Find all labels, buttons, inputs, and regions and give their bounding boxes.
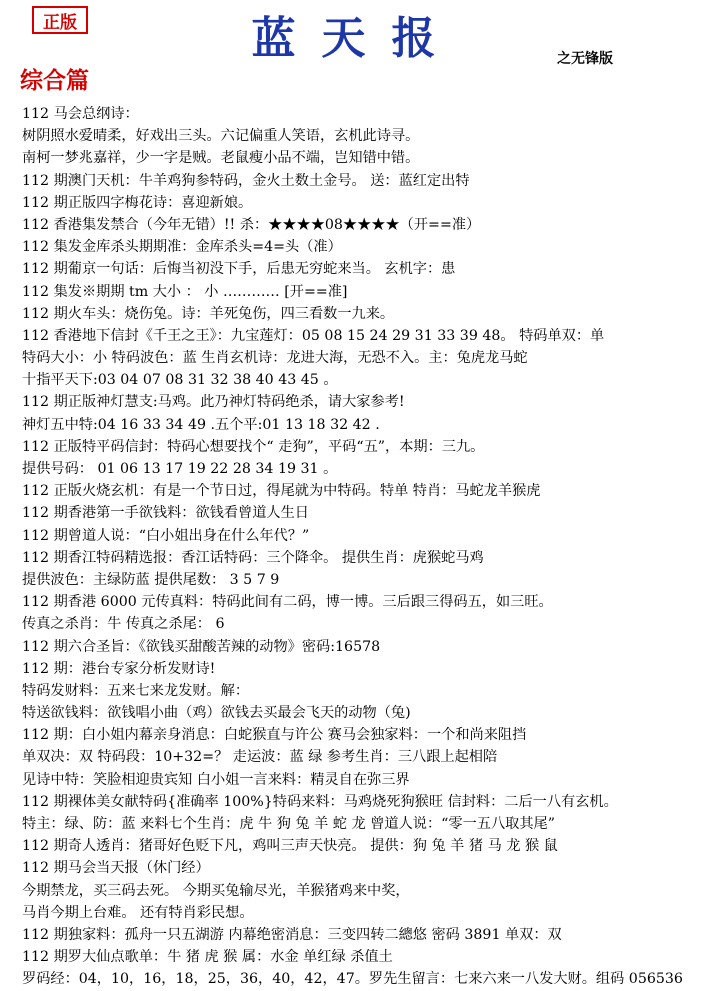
text-line: 神灯五中特:04 16 33 34 49 .五个平:01 13 18 32 42 . [22,416,380,433]
text-line: 112 期：白小姐内幕亲身消息：白蛇猴直与许公 赛马会独家料：一个和尚来阻挡 [22,727,527,744]
section-heading: 综合篇 [20,68,89,94]
text-line: 树阴照水爱晴柔，好戏出三头。六记偏重人笑语，玄机此诗寻。 [22,128,420,145]
text-line: 南柯一梦兆嘉祥，少一字是贼。老鼠瘦小品不端，岂知错中错。 [22,150,420,167]
text-line: 112 集发金库杀头期期准：金库杀头=4=头（准） [22,239,342,256]
text-line: 罗码经：04，10，16，18，25，36，40，42，47。罗先生留言：七来六来一八发大财。组码 056536 [22,971,683,988]
text-line: 112 正版火烧玄机：有是一个节日过，得尾就为中特码。特单 特肖：马蛇龙羊猴虎 [22,483,541,500]
text-line: 今期禁龙，买三码去死。 今期买兔输尽光，羊猴猪鸡来中奖， [22,882,410,899]
text-line: 112 期六合圣旨：《欲钱买甜酸苦辣的动物》密码:16578 [22,638,381,655]
text-line: 112 期独家料：孤舟一只五湖游 内幕绝密消息：三变四转二總悠 密码 3891 单双：双 [22,926,562,943]
text-line: 特主：绿、防：蓝 来料七个生肖：虎 牛 狗 兔 羊 蛇 龙 曾道人说：“零一五八取其尾” [22,816,555,832]
text-line: 传真之杀肖：牛 传真之杀尾： 6 [22,616,225,633]
text-line: 特码发财料：五来七来龙发财。解： [22,682,250,699]
text-line: 112 期马会当天报（休门经） [22,860,210,877]
text-line: 提供波色：主绿防蓝 提供尾数： 3 5 7 9 [22,571,280,588]
text-line: 特码大小：小 特码波色：蓝 生肖玄机诗：龙进大海，无恐不入。主：兔虎龙马蛇 [22,350,528,367]
text-line: 提供号码： 01 06 13 17 19 22 28 34 19 31 。 [22,461,338,477]
text-line: 112 期正版四字梅花诗：喜迎新娘。 [22,194,253,211]
text-line: 112 期香港第一手欲钱料：欲钱看曾道人生日 [22,505,309,522]
text-line: 112 马会总纲诗： [22,106,139,122]
text-line: 马肖今期上台难。 还有特肖彩民想。 [22,904,254,921]
text-line: 112 正版特平码信封：特码心想要找个“ 走狗”，平码“五”，本期：三九。 [22,438,485,455]
text-line: 112 期香江特码精选报：香江话特码：三个降伞。 提供生肖：虎猴蛇马鸡 [22,549,484,566]
article-body [22,103,707,991]
text-line: 112 香港地下信封《千王之王》：九宝莲灯：05 08 15 24 29 31 33 39 48。 特码单双：单 [22,327,605,344]
official-edition-stamp: 正版 [32,6,88,34]
text-line: 见诗中特：笑脸相迎贵宾知 白小姐一言来料：精灵自在弥三界 [22,771,410,788]
text-line: 112 期奇人透肖：猪哥好色贬下凡，鸡叫三声天快亮。 提供：狗 兔 羊 猪 马 龙 猴 鼠 [22,838,558,855]
text-line: 112 期正版神灯慧支:马鸡。此乃神灯特码绝杀，请大家参考! [22,394,405,411]
text-line: 十指平天下:03 04 07 08 31 32 38 40 43 45 。 [22,372,338,389]
text-line: 特送欲钱料：欲钱唱小曲（鸡）欲钱去买最会飞天的动物（兔) [22,705,411,722]
text-line: 单双决：双 特码段：10+32=？ 走运波：蓝 绿 参考生肖：三八跟上起相陪 [22,749,498,766]
text-line: 112 期香港 6000 元传真料：特码此间有二码，博一博。三后跟三得码五，如三旺。 [22,594,553,611]
text-line: 112 期：港台专家分析发财诗! [22,660,216,677]
text-line: 112 集发※期期 tm 大小 ： 小 ………… [开==准] [22,283,348,300]
text-line: 112 期澳门天机：牛羊鸡狗参特码，金火土数土金号。 送：蓝红定出特 [22,172,470,189]
text-line: 112 期葡京一句话：后悔当初没下手，后患无穷蛇来当。 玄机字：患 [22,261,456,278]
text-line: 112 期罗大仙点歌单：牛 猪 虎 猴 属：水金 单红绿 杀值土 [22,949,393,966]
text-line: 112 期裸体美女献特码{准确率 100%}特码来料：马鸡烧死狗猴旺 信封料：二后一八有玄机。 [22,793,618,810]
newspaper-title: 蓝天报 [251,13,462,64]
edition-label: 之无锋版 [557,51,613,67]
text-line: 112 期曾道人说：“白小姐出身在什么年代？” [22,527,310,544]
text-line: 112 期火车头：烧伤兔。诗：羊死兔伤，四三看数一九来。 [22,305,395,322]
text-line: 112 香港集发禁合（今年无错）!! 杀：★★★★08★★★★（开==准） [22,216,481,233]
